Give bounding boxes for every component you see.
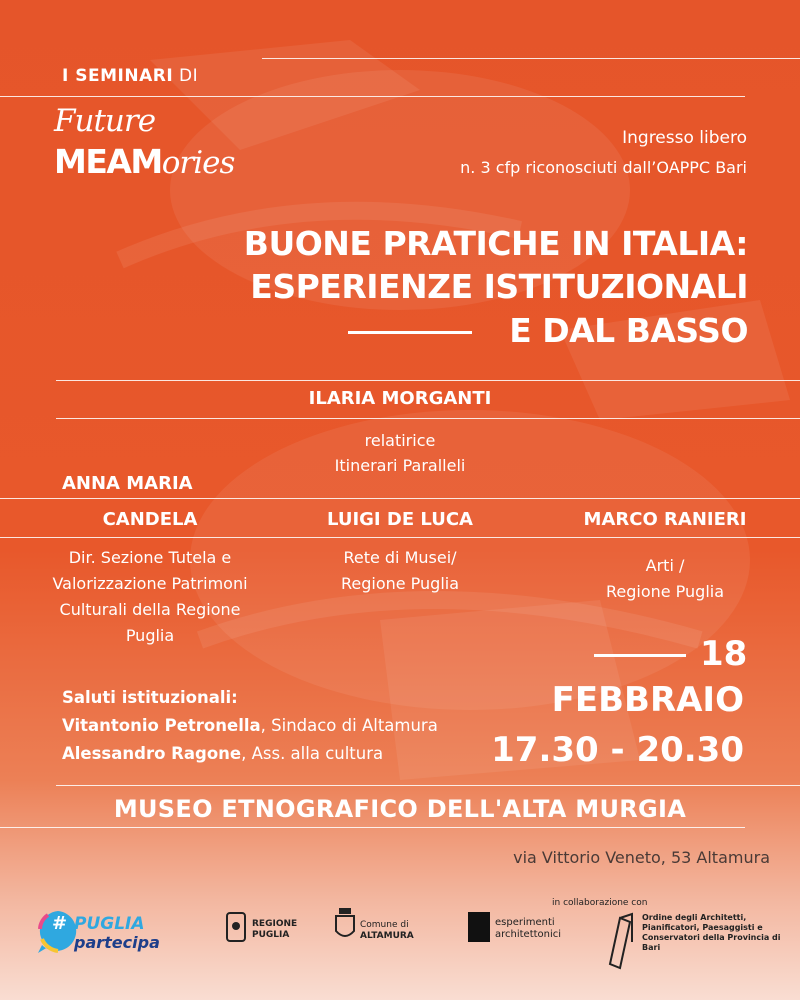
puglia-partecipa-logo <box>36 905 176 965</box>
speaker3-name: MARCO RANIERI <box>583 509 747 530</box>
speaker1-name-2: CANDELA <box>102 509 198 530</box>
event-month: FEBBRAIO <box>551 680 744 720</box>
moderator-role-1: relatirice <box>364 431 436 450</box>
series-label-prefix: I SEMINARI <box>62 66 174 86</box>
moderator-name: ILARIA MORGANTI <box>308 388 492 409</box>
greetings-p2-role: , Ass. alla cultura <box>241 744 384 763</box>
ordine-line2: Pianificatori, Paesaggisti e <box>642 923 763 932</box>
title-line3: E DAL BASSO <box>509 311 748 350</box>
logo-ories: ories <box>161 145 235 181</box>
speaker1-role-4: Puglia <box>125 626 175 645</box>
rule-top-2 <box>0 96 745 97</box>
logo-line1: Future <box>54 103 156 139</box>
greetings-p2-name: Alessandro Ragone <box>62 744 242 763</box>
event-day: 18 <box>700 634 748 674</box>
puglia-hash: # <box>52 913 68 934</box>
rule-low-2 <box>0 827 745 828</box>
regione-puglia-logo <box>226 910 296 950</box>
esperimenti-line1: esperimenti <box>495 917 555 928</box>
ordine-building-icon <box>606 912 636 972</box>
rule-mid-4 <box>0 537 800 538</box>
greetings-person-1 <box>62 716 438 735</box>
ordine-line3: Conservatori della Provincia di Bari <box>642 933 781 952</box>
venue-address: via Vittorio Veneto, 53 Altamura <box>513 848 770 867</box>
speaker2-role-1: Rete di Musei/ <box>343 548 457 567</box>
comune-crest-icon <box>334 907 356 943</box>
speaker1-name-1: ANNA MARIA <box>62 473 193 494</box>
rule-mid-3 <box>0 498 800 499</box>
speaker3-role-1: Arti / <box>645 556 685 575</box>
logo-line2 <box>54 142 234 181</box>
speaker1-role-2: Valorizzazione Patrimoni <box>52 574 248 593</box>
comune-line1: Comune di <box>360 920 409 930</box>
ordine-architetti-logo <box>606 910 796 980</box>
rule-mid-2 <box>56 418 800 419</box>
collab-label: in collaborazione con <box>552 898 648 908</box>
puglia-top: PUGLIA <box>74 914 145 934</box>
esperimenti-mark-icon <box>468 912 490 942</box>
regione-line2: PUGLIA <box>252 930 290 940</box>
rule-mid-1 <box>56 380 800 381</box>
puglia-bottom: partecipa <box>74 933 160 952</box>
esperimenti-architettonici-logo <box>468 912 562 946</box>
rule-title-dash <box>348 331 472 334</box>
comune-altamura-logo <box>334 905 414 949</box>
ordine-line1: Ordine degli Architetti, <box>642 913 747 922</box>
greetings-p1-name: Vitantonio Petronella <box>62 716 261 735</box>
rule-date-dash <box>594 654 686 657</box>
regione-crest-icon <box>226 912 246 942</box>
rule-top-1 <box>262 58 800 59</box>
speaker2-name: LUIGI DE LUCA <box>327 509 473 530</box>
speaker2-role-2: Regione Puglia <box>340 574 460 593</box>
greetings-person-2 <box>62 744 383 763</box>
rule-low-1 <box>56 785 800 786</box>
comune-line2: ALTAMURA <box>360 931 414 941</box>
moderator-role-2: Itinerari Paralleli <box>334 456 466 475</box>
credits-info: n. 3 cfp riconosciuti dall’OAPPC Bari <box>460 158 747 177</box>
speaker1-role-1: Dir. Sezione Tutela e <box>68 548 232 567</box>
speaker1-role-3: Culturali della Regione <box>59 600 241 619</box>
esperimenti-line2: architettonici <box>495 929 562 940</box>
regione-line1: REGIONE <box>252 919 298 929</box>
title-line1: BUONE PRATICHE IN ITALIA: <box>243 224 748 263</box>
greetings-heading: Saluti istituzionali: <box>62 688 238 707</box>
entry-info: Ingresso libero <box>622 128 747 148</box>
venue-name: MUSEO ETNOGRAFICO DELL'ALTA MURGIA <box>113 795 687 823</box>
series-label <box>62 66 198 86</box>
logo-meam: MEAM <box>54 142 162 181</box>
speaker3-role-2: Regione Puglia <box>605 582 725 601</box>
greetings-p1-role: , Sindaco di Altamura <box>260 716 438 735</box>
series-label-suffix: DI <box>173 66 199 86</box>
title-line2: ESPERIENZE ISTITUZIONALI <box>250 267 748 306</box>
event-time: 17.30 - 20.30 <box>491 730 744 770</box>
